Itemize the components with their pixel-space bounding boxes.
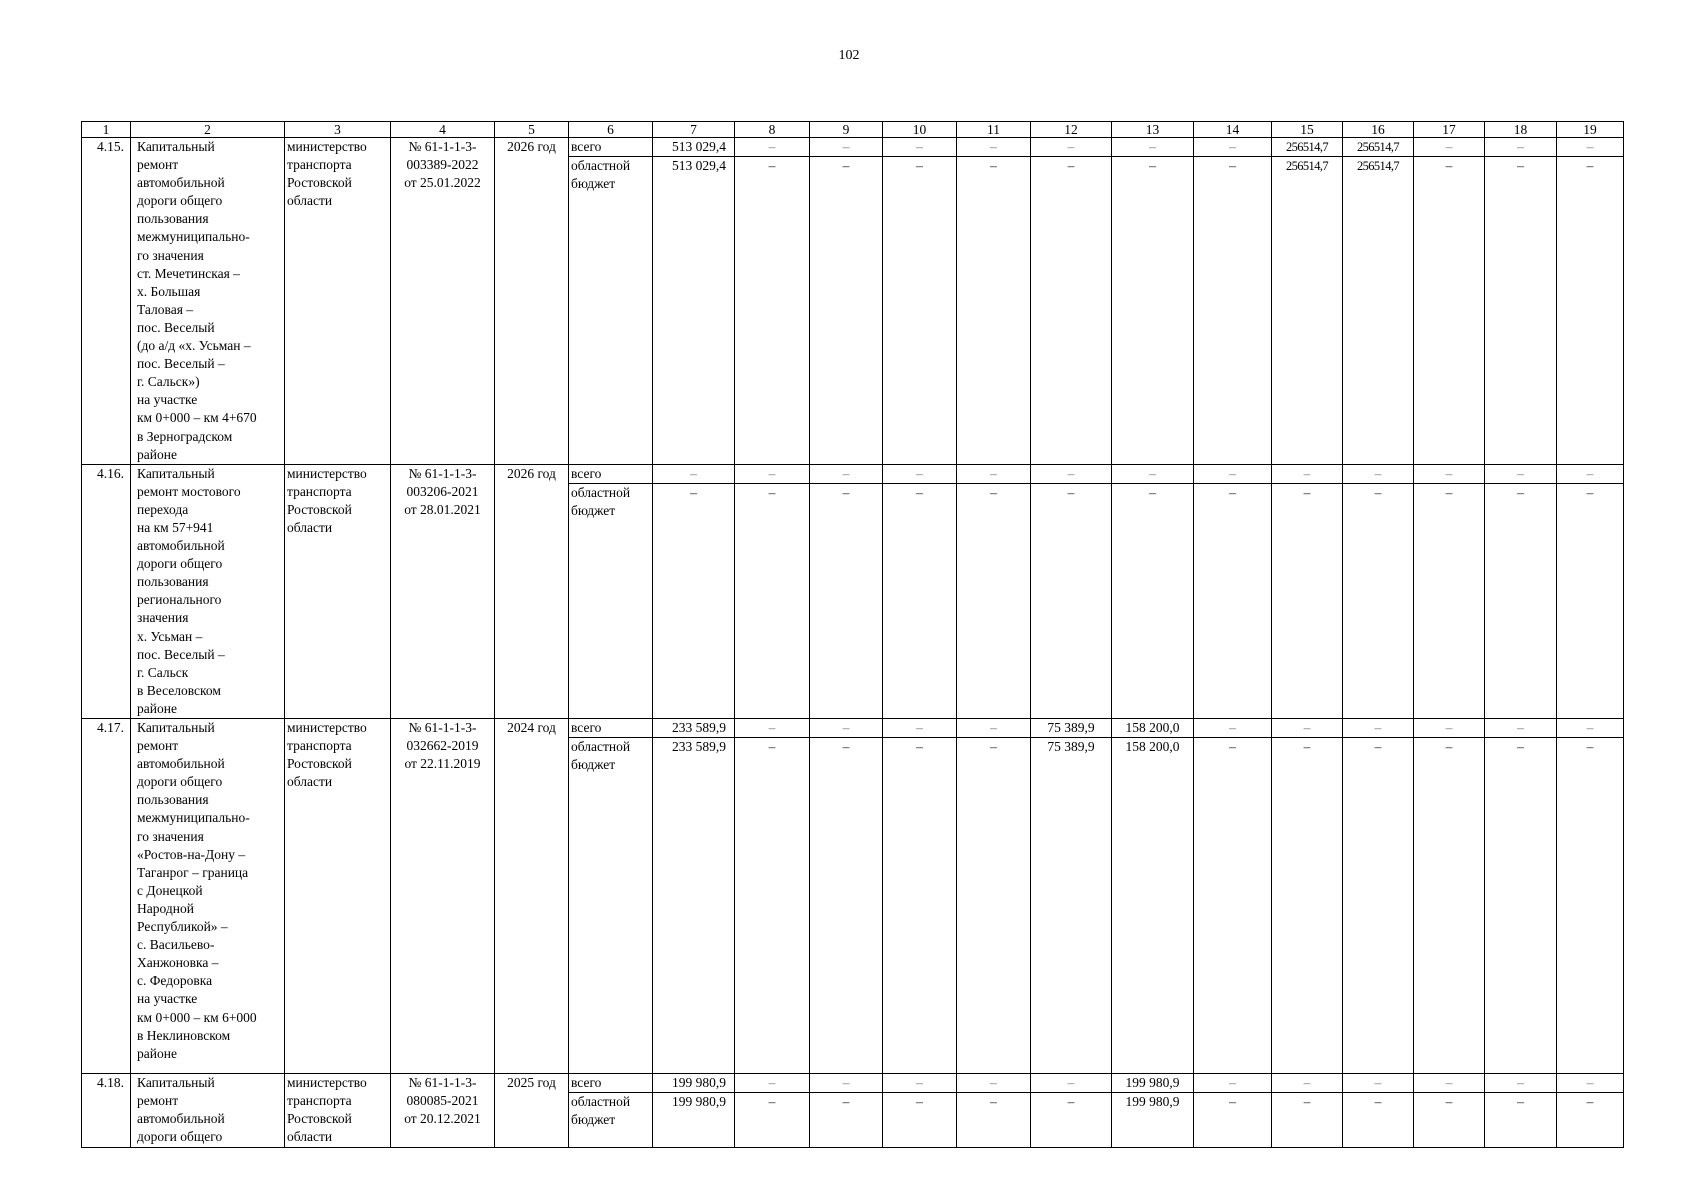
source-value: –: [1414, 484, 1485, 719]
total-value: –: [1194, 1074, 1272, 1093]
source-value: –: [957, 157, 1031, 464]
funding-source-label: областной бюджет: [569, 157, 653, 464]
source-value: –: [957, 1093, 1031, 1148]
total-value: –: [1112, 138, 1194, 157]
column-header-1: 1: [82, 122, 131, 138]
source-value: –: [883, 1093, 957, 1148]
total-value: –: [1194, 464, 1272, 483]
item-number: 4.17.: [82, 719, 131, 1074]
total-value: 513 029,4: [653, 138, 735, 157]
column-header-11: 11: [957, 122, 1031, 138]
total-value: –: [1343, 464, 1414, 483]
total-value: –: [1557, 1074, 1624, 1093]
completion-year: 2026 год: [495, 138, 569, 465]
document-reference: № 61-1-1-3- 080085-2021 от 20.12.2021: [391, 1074, 495, 1148]
total-value: –: [735, 719, 810, 738]
source-value: –: [1031, 484, 1112, 719]
page-number: 102: [838, 48, 860, 63]
total-value: –: [1485, 719, 1557, 738]
document-reference: № 61-1-1-3- 003206-2021 от 28.01.2021: [391, 464, 495, 718]
source-value: 233 589,9: [653, 738, 735, 1074]
total-value: –: [883, 1074, 957, 1093]
table-row: [82, 719, 1624, 738]
customer: министерство транспорта Ростовской области: [285, 719, 391, 1074]
source-value: 158 200,0: [1112, 738, 1194, 1074]
source-value: –: [810, 738, 883, 1074]
column-header-17: 17: [1414, 122, 1485, 138]
column-header-9: 9: [810, 122, 883, 138]
column-header-14: 14: [1194, 122, 1272, 138]
total-value: –: [1414, 138, 1485, 157]
investment-table: [81, 121, 1624, 1148]
total-value: –: [810, 138, 883, 157]
column-header-13: 13: [1112, 122, 1194, 138]
object-name: Капитальный ремонт мостового перехода на км 57+941 автомобильной дороги общего пользования регионального значения х. Усьман – пос. Веселый – г. Сальск в Веселовском районе: [131, 464, 285, 718]
total-value: –: [735, 138, 810, 157]
source-value: –: [1485, 738, 1557, 1074]
total-value: –: [1031, 464, 1112, 483]
total-value: –: [1557, 719, 1624, 738]
total-label: всего: [569, 1074, 653, 1093]
total-value: –: [883, 138, 957, 157]
completion-year: 2025 год: [495, 1074, 569, 1148]
total-value: –: [810, 464, 883, 483]
source-value: 199 980,9: [653, 1093, 735, 1148]
total-value: –: [653, 464, 735, 483]
total-value: –: [1031, 138, 1112, 157]
source-value: –: [1194, 738, 1272, 1074]
column-header-6: 6: [569, 122, 653, 138]
column-header-5: 5: [495, 122, 569, 138]
source-value: –: [810, 157, 883, 464]
source-value: –: [1343, 1093, 1414, 1148]
total-value: 256514,7: [1272, 138, 1343, 157]
total-value: –: [883, 719, 957, 738]
total-value: –: [1414, 464, 1485, 483]
table-row: [82, 464, 1624, 483]
total-value: –: [810, 1074, 883, 1093]
total-value: –: [1272, 1074, 1343, 1093]
source-value: –: [1272, 738, 1343, 1074]
source-value: –: [1031, 1093, 1112, 1148]
total-value: –: [957, 464, 1031, 483]
source-value: –: [1112, 484, 1194, 719]
total-label: всего: [569, 138, 653, 157]
total-value: –: [957, 138, 1031, 157]
total-value: –: [1414, 719, 1485, 738]
source-value: –: [1557, 1093, 1624, 1148]
total-value: –: [957, 1074, 1031, 1093]
column-header-7: 7: [653, 122, 735, 138]
source-value: –: [1194, 484, 1272, 719]
funding-source-label: областной бюджет: [569, 1093, 653, 1148]
completion-year: 2026 год: [495, 464, 569, 718]
source-value: –: [1557, 738, 1624, 1074]
column-number-row: [82, 122, 1624, 138]
source-value: –: [735, 1093, 810, 1148]
source-value: –: [810, 484, 883, 719]
document-reference: № 61-1-1-3- 032662-2019 от 22.11.2019: [391, 719, 495, 1074]
item-number: 4.15.: [82, 138, 131, 465]
customer: министерство транспорта Ростовской области: [285, 1074, 391, 1148]
source-value: –: [1194, 1093, 1272, 1148]
source-value: –: [1414, 157, 1485, 464]
object-name: Капитальный ремонт автомобильной дороги общего пользования межмуниципально- го значения ст. Мечетинская – х. Большая Таловая – пос. Веселый (до а/д «х. Усьман – пос. Веселый – г. Сальск») на участке км 0+000 – км 4+670 в Зерноградском районе: [131, 138, 285, 465]
total-value: –: [1414, 1074, 1485, 1093]
source-value: –: [1485, 157, 1557, 464]
source-value: –: [1343, 484, 1414, 719]
total-value: –: [1343, 719, 1414, 738]
source-value: 256514,7: [1343, 157, 1414, 464]
total-value: –: [1343, 1074, 1414, 1093]
total-value: –: [1112, 464, 1194, 483]
table-row: [82, 1074, 1624, 1093]
object-name: Капитальный ремонт автомобильной дороги общего пользования межмуниципально- го значения «Ростов-на-Дону – Таганрог – граница с Донецкой Народной Республикой» – с. Васильево- Ханжоновка – с. Федоровка на участке км 0+000 – км 6+000 в Неклиновском районе: [131, 719, 285, 1074]
total-value: 158 200,0: [1112, 719, 1194, 738]
funding-source-label: областной бюджет: [569, 484, 653, 719]
total-value: –: [957, 719, 1031, 738]
item-number: 4.16.: [82, 464, 131, 718]
total-value: –: [810, 719, 883, 738]
total-value: –: [1485, 138, 1557, 157]
total-value: 75 389,9: [1031, 719, 1112, 738]
total-value: –: [1272, 719, 1343, 738]
source-value: 256514,7: [1272, 157, 1343, 464]
total-value: –: [1485, 1074, 1557, 1093]
source-value: –: [883, 157, 957, 464]
source-value: –: [1414, 738, 1485, 1074]
source-value: 513 029,4: [653, 157, 735, 464]
source-value: –: [1272, 484, 1343, 719]
source-value: –: [1343, 738, 1414, 1074]
source-value: –: [957, 738, 1031, 1074]
total-value: –: [735, 464, 810, 483]
item-number: 4.18.: [82, 1074, 131, 1148]
column-header-10: 10: [883, 122, 957, 138]
customer: министерство транспорта Ростовской области: [285, 138, 391, 465]
object-name: Капитальный ремонт автомобильной дороги общего: [131, 1074, 285, 1148]
total-value: –: [883, 464, 957, 483]
completion-year: 2024 год: [495, 719, 569, 1074]
total-value: –: [1194, 138, 1272, 157]
source-value: –: [1557, 157, 1624, 464]
column-header-8: 8: [735, 122, 810, 138]
total-value: –: [1485, 464, 1557, 483]
column-header-3: 3: [285, 122, 391, 138]
source-value: –: [883, 738, 957, 1074]
total-value: 199 980,9: [1112, 1074, 1194, 1093]
source-value: –: [653, 484, 735, 719]
source-value: 199 980,9: [1112, 1093, 1194, 1148]
column-header-4: 4: [391, 122, 495, 138]
total-value: –: [1272, 464, 1343, 483]
source-value: –: [1414, 1093, 1485, 1148]
total-value: –: [735, 1074, 810, 1093]
total-value: –: [1031, 1074, 1112, 1093]
source-value: –: [1194, 157, 1272, 464]
source-value: 75 389,9: [1031, 738, 1112, 1074]
source-value: –: [1272, 1093, 1343, 1148]
document-reference: № 61-1-1-3- 003389-2022 от 25.01.2022: [391, 138, 495, 465]
total-value: 233 589,9: [653, 719, 735, 738]
source-value: –: [957, 484, 1031, 719]
source-value: –: [1031, 157, 1112, 464]
column-header-19: 19: [1557, 122, 1624, 138]
source-value: –: [735, 484, 810, 719]
column-header-2: 2: [131, 122, 285, 138]
source-value: –: [1557, 484, 1624, 719]
total-value: –: [1557, 464, 1624, 483]
source-value: –: [735, 157, 810, 464]
source-value: –: [810, 1093, 883, 1148]
column-header-16: 16: [1343, 122, 1414, 138]
source-value: –: [735, 738, 810, 1074]
total-label: всего: [569, 719, 653, 738]
total-value: 199 980,9: [653, 1074, 735, 1093]
source-value: –: [1485, 1093, 1557, 1148]
column-header-12: 12: [1031, 122, 1112, 138]
funding-source-label: областной бюджет: [569, 738, 653, 1074]
total-label: всего: [569, 464, 653, 483]
table-row: [82, 138, 1624, 157]
customer: министерство транспорта Ростовской области: [285, 464, 391, 718]
total-value: 256514,7: [1343, 138, 1414, 157]
total-value: –: [1194, 719, 1272, 738]
total-value: –: [1557, 138, 1624, 157]
source-value: –: [1112, 157, 1194, 464]
source-value: –: [883, 484, 957, 719]
column-header-15: 15: [1272, 122, 1343, 138]
column-header-18: 18: [1485, 122, 1557, 138]
source-value: –: [1485, 484, 1557, 719]
